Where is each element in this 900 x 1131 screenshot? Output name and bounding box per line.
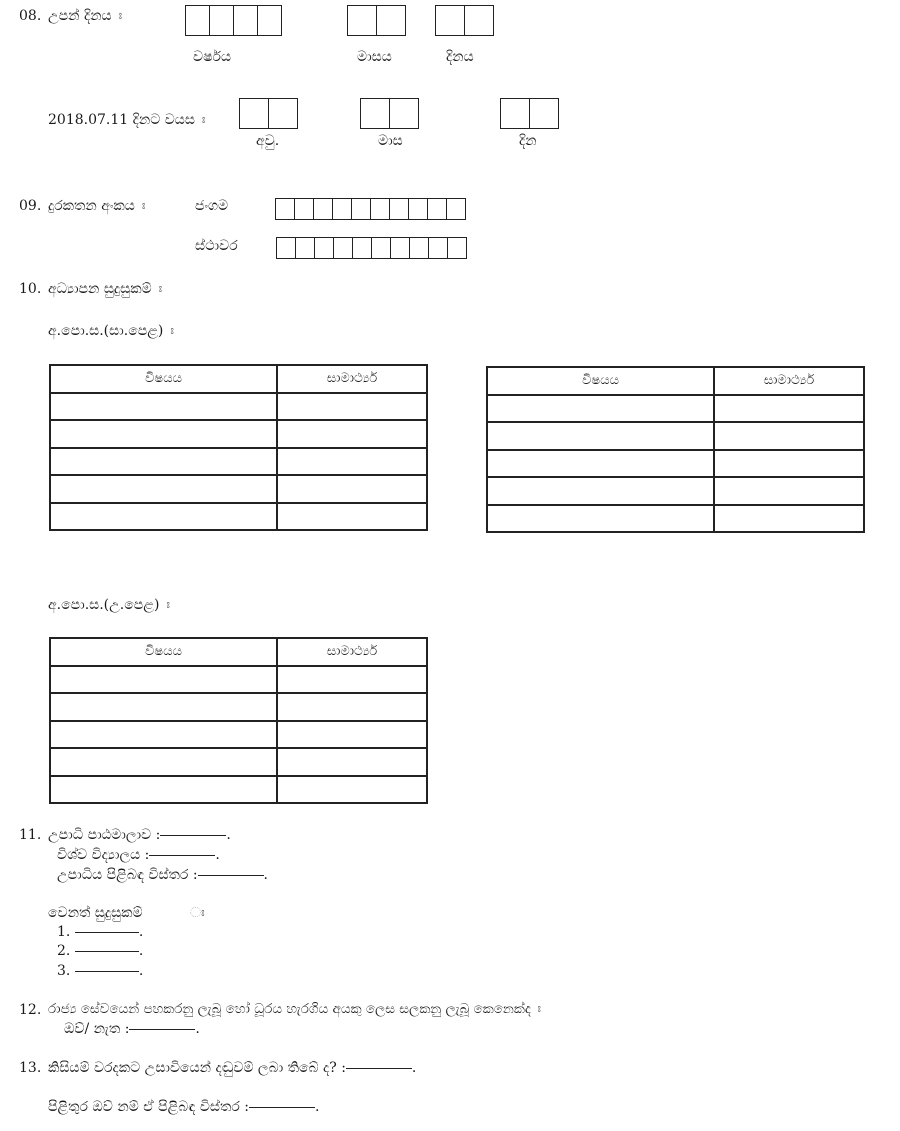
digit-box[interactable] <box>372 237 391 259</box>
q09-number: 09. <box>19 198 42 214</box>
q12-answer-label: ඔව්/ නැත : <box>64 1021 130 1037</box>
q13-question: කිසියම් වරදකට උසාවියෙන් දඬුවම් ලබා තිබේ ද? : <box>48 1060 346 1076</box>
table-row <box>487 422 864 450</box>
ol-label: අ.පො.ස.(සා.පෙළ) ඃ <box>48 323 174 339</box>
degree-blank[interactable] <box>160 835 226 836</box>
table-row <box>50 693 427 721</box>
digit-box[interactable] <box>410 237 429 259</box>
age-months-caption: මාස <box>378 133 403 149</box>
table-row <box>50 748 427 776</box>
q10-label: අධ්‍යාපන සුදුසුකම් ඃ <box>48 281 163 297</box>
q13-question-line <box>48 1061 416 1075</box>
other-item-2 <box>57 944 143 958</box>
grade-cell[interactable] <box>277 448 427 476</box>
table-row <box>487 395 864 423</box>
university-label: විශ්ව විද්‍යාලය : <box>57 847 150 863</box>
period: . <box>138 963 144 979</box>
table-row <box>50 448 427 476</box>
mobile-label: ජංගම <box>195 198 229 214</box>
table-row <box>50 420 427 448</box>
digit-box[interactable] <box>429 237 448 259</box>
table-row <box>50 776 427 804</box>
digit-box[interactable] <box>465 5 494 36</box>
mobile-number-boxes[interactable] <box>275 198 466 220</box>
landline-label: ස්ථාවර <box>195 238 238 254</box>
age-label: 2018.07.11 දිනට වයස ඃ <box>48 112 206 128</box>
period: . <box>411 1060 417 1076</box>
subject-cell[interactable] <box>487 477 714 505</box>
digit-box[interactable] <box>347 5 377 36</box>
birth-year-boxes[interactable] <box>185 5 282 36</box>
birth-month-boxes[interactable] <box>347 5 406 36</box>
table-row <box>50 475 427 503</box>
grade-cell[interactable] <box>714 477 864 505</box>
table-row <box>487 450 864 478</box>
subject-cell[interactable] <box>487 450 714 478</box>
age-months-boxes[interactable] <box>360 98 419 129</box>
grade-cell[interactable] <box>277 666 427 694</box>
table-header-row <box>50 365 427 393</box>
grade-cell[interactable] <box>277 475 427 503</box>
period: . <box>226 827 231 843</box>
birth-year-caption: වර්ෂය <box>193 49 232 65</box>
q08-number: 08. <box>19 8 42 24</box>
other-item-3 <box>57 964 143 978</box>
age-days-caption: දින <box>519 133 537 149</box>
subject-cell[interactable] <box>50 475 277 503</box>
digit-box[interactable] <box>500 98 530 129</box>
period: . <box>138 943 144 959</box>
university-line <box>57 848 220 862</box>
digit-box[interactable] <box>269 98 298 129</box>
table-row <box>487 477 864 505</box>
digit-box[interactable] <box>296 237 315 259</box>
q13-number: 13. <box>19 1060 42 1076</box>
grade-cell[interactable] <box>714 395 864 423</box>
item-number: 2. <box>57 943 71 959</box>
digit-box[interactable] <box>315 237 334 259</box>
birth-month-caption: මාසය <box>357 49 392 65</box>
digit-box[interactable] <box>210 5 234 36</box>
other-item-blank[interactable] <box>75 951 139 952</box>
digit-box[interactable] <box>334 237 353 259</box>
table-row <box>50 721 427 749</box>
q11-number: 11. <box>19 827 42 843</box>
grade-cell[interactable] <box>714 422 864 450</box>
grade-cell[interactable] <box>277 420 427 448</box>
period: . <box>315 1099 320 1115</box>
period: . <box>215 847 220 863</box>
table-row <box>50 503 427 531</box>
grade-cell[interactable] <box>277 693 427 721</box>
q10-number: 10. <box>19 281 42 297</box>
degree-details-label: උපාධිය පිළිබඳ විස්තර : <box>57 867 198 883</box>
age-years-boxes[interactable] <box>239 98 298 129</box>
birth-day-boxes[interactable] <box>435 5 494 36</box>
item-number: 3. <box>57 963 71 979</box>
table-header-row <box>50 638 427 666</box>
al-label: අ.පො.ස.(උ.පෙළ) ඃ <box>48 597 170 613</box>
digit-box[interactable] <box>360 98 390 129</box>
ol-results-table-right <box>486 366 865 533</box>
degree-label: උපාධි පාඨමාලාව : <box>48 827 161 843</box>
university-blank[interactable] <box>149 855 215 856</box>
digit-box[interactable] <box>275 198 295 220</box>
subject-cell[interactable] <box>50 503 277 531</box>
digit-box[interactable] <box>448 237 467 259</box>
subject-cell[interactable] <box>487 395 714 423</box>
subject-cell[interactable] <box>487 422 714 450</box>
grade-cell[interactable] <box>714 450 864 478</box>
digit-box[interactable] <box>390 98 419 129</box>
digit-box[interactable] <box>447 198 466 220</box>
grade-header: සාමාර්ථ්‍ය <box>714 367 864 395</box>
subject-cell[interactable] <box>50 721 277 749</box>
digit-box[interactable] <box>391 237 410 259</box>
table-header-row <box>487 367 864 395</box>
digit-box[interactable] <box>185 5 210 36</box>
age-years-caption: අවු. <box>256 133 280 149</box>
q09-label: දුරකතන අංකය ඃ <box>48 198 146 214</box>
digit-box[interactable] <box>377 5 406 36</box>
q08-label: උපන් දිනය ඃ <box>48 8 123 24</box>
digit-box[interactable] <box>258 5 282 36</box>
degree-details-blank[interactable] <box>198 875 264 876</box>
ol-results-table-left <box>49 364 428 531</box>
grade-cell[interactable] <box>277 721 427 749</box>
subject-header: විෂයය <box>487 367 714 395</box>
table-row <box>487 505 864 533</box>
table-row <box>50 666 427 694</box>
birth-day-caption: දිනය <box>446 49 474 65</box>
subject-cell[interactable] <box>50 693 277 721</box>
digit-box[interactable] <box>276 237 296 259</box>
grade-cell[interactable] <box>277 503 427 531</box>
subject-header: විෂයය <box>50 365 277 393</box>
grade-cell[interactable] <box>714 505 864 533</box>
q13-answer-blank[interactable] <box>346 1068 412 1069</box>
q12-question: රාජ්‍ය සේවයෙන් පහකරනු ලැබූ හෝ ධූරය හැරගිය අයකු ලෙස සලකනු ලැබූ කෙනෙක්ද ඃ <box>48 1001 541 1017</box>
q13-details-blank[interactable] <box>249 1107 315 1108</box>
digit-box[interactable] <box>409 198 428 220</box>
grade-header: සාමාර්ථ්‍ය <box>277 638 427 666</box>
grade-cell[interactable] <box>277 748 427 776</box>
al-results-table <box>49 637 428 804</box>
q12-answer-line <box>64 1022 200 1036</box>
subject-cell[interactable] <box>487 505 714 533</box>
subject-cell[interactable] <box>50 666 277 694</box>
digit-box[interactable] <box>295 198 314 220</box>
subject-cell[interactable] <box>50 776 277 804</box>
other-item-1 <box>57 925 143 939</box>
subject-cell[interactable] <box>50 393 277 421</box>
subject-cell[interactable] <box>50 420 277 448</box>
other-qualifications-label: වෙනත් සුදුසුකම් <box>48 905 143 921</box>
period: . <box>195 1021 200 1037</box>
age-days-boxes[interactable] <box>500 98 559 129</box>
digit-box[interactable] <box>435 5 465 36</box>
item-number: 1. <box>57 924 71 940</box>
digit-box[interactable] <box>333 198 352 220</box>
other-item-blank[interactable] <box>75 932 139 933</box>
digit-box[interactable] <box>353 237 372 259</box>
period: . <box>138 924 144 940</box>
q12-number: 12. <box>19 1002 42 1018</box>
q13-details-label: පිළිතුර ඔව් නම් ඒ පිළිබඳ විස්තර : <box>48 1099 249 1115</box>
digit-box[interactable] <box>352 198 371 220</box>
subject-header: විෂයය <box>50 638 277 666</box>
digit-box[interactable] <box>239 98 269 129</box>
period: . <box>263 867 268 883</box>
digit-box[interactable] <box>314 198 333 220</box>
digit-box[interactable] <box>371 198 390 220</box>
digit-box[interactable] <box>234 5 258 36</box>
degree-line <box>48 828 231 842</box>
digit-box[interactable] <box>390 198 409 220</box>
grade-cell[interactable] <box>277 393 427 421</box>
q12-answer-blank[interactable] <box>129 1029 195 1030</box>
grade-header: සාමාර්ථ්‍ය <box>277 365 427 393</box>
grade-cell[interactable] <box>277 776 427 804</box>
subject-cell[interactable] <box>50 448 277 476</box>
other-qualifications-colon: ඃ <box>190 905 205 921</box>
other-item-blank[interactable] <box>75 971 139 972</box>
digit-box[interactable] <box>530 98 559 129</box>
subject-cell[interactable] <box>50 748 277 776</box>
table-row <box>50 393 427 421</box>
landline-number-boxes[interactable] <box>276 237 467 259</box>
q13-details-line <box>48 1100 319 1114</box>
digit-box[interactable] <box>428 198 447 220</box>
degree-details-line <box>57 868 268 882</box>
